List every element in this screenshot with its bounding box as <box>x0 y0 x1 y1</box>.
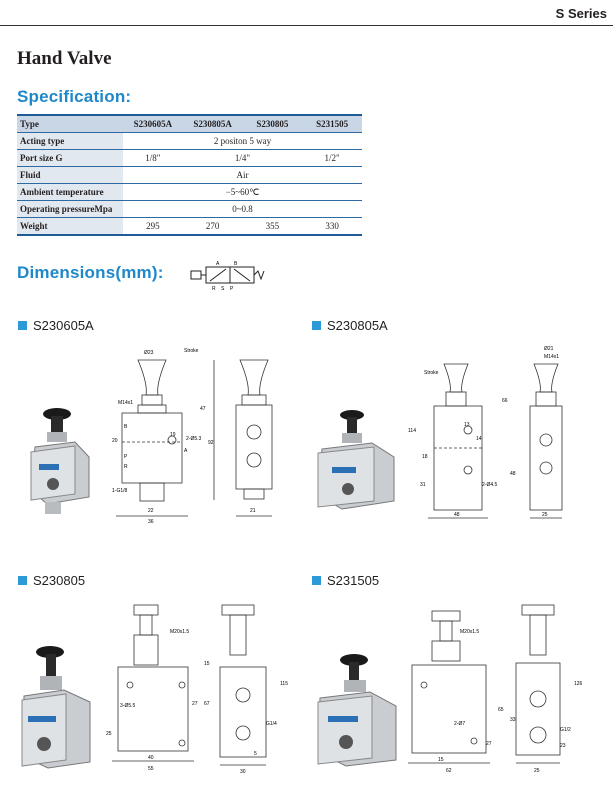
dim-label: 13 <box>464 422 470 428</box>
symbol-label: S <box>221 286 225 292</box>
dim-label: 66 <box>502 398 508 404</box>
dim-label: 115 <box>280 681 288 687</box>
table-cell: −5~60℃ <box>123 184 362 201</box>
table-header-model: S230805A <box>183 115 243 133</box>
dim-label: 5 <box>254 751 257 757</box>
dim-label: M20x1.5 <box>460 629 480 635</box>
table-row <box>17 218 362 236</box>
dim-label: 114 <box>408 428 416 434</box>
dimension-drawing-s230805a <box>398 340 583 525</box>
valve-photo-s231505 <box>312 650 400 770</box>
dim-label: P <box>124 454 128 460</box>
valve-photo-s230805 <box>18 640 98 770</box>
bullet-square-icon <box>18 576 27 585</box>
bullet-square-icon <box>18 321 27 330</box>
table-row <box>17 150 362 167</box>
dim-label: Stroke <box>184 348 199 354</box>
dimension-drawing-s230805 <box>100 595 295 775</box>
dim-label: R <box>124 464 128 470</box>
dim-label: Stroke <box>424 370 439 376</box>
table-row <box>17 201 362 218</box>
row-label: Operating pressureMpa <box>17 201 123 218</box>
dim-label: B <box>124 424 128 430</box>
page-title: Hand Valve <box>17 48 112 69</box>
table-cell: 2 positon 5 way <box>123 133 362 150</box>
dim-label: 62 <box>446 768 452 774</box>
dim-label: 48 <box>454 512 460 518</box>
dim-label: 2-Ø7 <box>454 721 466 727</box>
row-label: Port size G <box>17 150 123 167</box>
dim-label: 30 <box>240 769 246 775</box>
table-header-row <box>17 115 362 133</box>
table-row <box>17 167 362 184</box>
table-cell: 295 <box>123 218 183 236</box>
dim-label: G1/2 <box>560 727 571 733</box>
table-header-model: S230805 <box>243 115 303 133</box>
model-label-s230805 <box>18 573 85 588</box>
dim-label: 25 <box>542 512 548 518</box>
dim-label: 15 <box>204 661 210 667</box>
table-header-model: S231505 <box>302 115 362 133</box>
dim-label: Ø23 <box>144 350 154 356</box>
dim-label: 33 <box>510 717 516 723</box>
row-label: Acting type <box>17 133 123 150</box>
model-name: S231505 <box>327 573 380 588</box>
model-label-s230805a <box>312 318 388 333</box>
row-label: Ambient temperature <box>17 184 123 201</box>
dim-label: 21 <box>250 508 256 514</box>
dimension-drawing-s230605a <box>100 340 295 525</box>
specification-table <box>17 114 362 236</box>
table-cell: 330 <box>302 218 362 236</box>
table-cell: 1/2" <box>302 150 362 167</box>
model-label-s231505 <box>312 573 379 588</box>
dim-label: M14x1 <box>544 354 560 360</box>
dim-label: 14 <box>476 436 482 442</box>
dim-label: 2-Ø4.5 <box>482 482 498 488</box>
dim-label: 47 <box>200 406 206 412</box>
table-cell: 0~0.8 <box>123 201 362 218</box>
dimensions-title: Dimensions(mm): <box>17 263 164 282</box>
dim-label: 1-G1/8 <box>112 488 128 494</box>
specification-title: Specification: <box>17 87 132 106</box>
model-name: S230805A <box>327 318 388 333</box>
dim-label: 25 <box>534 768 540 774</box>
dim-label: 48 <box>510 471 516 477</box>
dim-label: 36 <box>148 519 154 525</box>
dim-label: 27 <box>192 701 198 707</box>
table-header-model: S230605A <box>123 115 183 133</box>
dim-label: 27 <box>486 741 492 747</box>
valve-photo-s230805a <box>312 405 400 515</box>
table-cell: 1/8" <box>123 150 183 167</box>
table-row <box>17 184 362 201</box>
bullet-square-icon <box>312 576 321 585</box>
dim-label: 3-Ø5.5 <box>120 703 136 709</box>
symbol-label: A <box>216 261 220 267</box>
dim-label: M20x1.5 <box>170 629 190 635</box>
dim-label: 25 <box>106 731 112 737</box>
dim-label: 23 <box>560 743 566 749</box>
dim-label: 40 <box>148 755 154 761</box>
model-label-s230605a <box>18 318 94 333</box>
dim-label: 67 <box>204 701 210 707</box>
dim-label: 19 <box>170 432 176 438</box>
dim-label: M14x1 <box>118 400 134 406</box>
model-name: S230805 <box>33 573 86 588</box>
row-label: Weight <box>17 218 123 236</box>
table-cell: 355 <box>243 218 303 236</box>
dim-label: Ø21 <box>544 346 554 352</box>
dim-label: A <box>184 448 188 454</box>
dim-label: 92 <box>208 440 214 446</box>
dim-label: 126 <box>574 681 583 687</box>
dim-label: 55 <box>148 766 154 772</box>
series-header: S Series <box>555 6 607 21</box>
symbol-label: R <box>212 286 216 292</box>
valve-symbol-icon <box>188 260 268 294</box>
row-label: Fluid <box>17 167 123 184</box>
bullet-square-icon <box>312 321 321 330</box>
dim-label: 31 <box>420 482 426 488</box>
dim-label: 20 <box>112 438 118 444</box>
dimension-drawing-s231505 <box>398 595 588 775</box>
valve-photo-s230605a <box>17 402 92 517</box>
model-name: S230605A <box>33 318 94 333</box>
table-cell: 270 <box>183 218 243 236</box>
dim-label: 22 <box>148 508 154 514</box>
table-row <box>17 133 362 150</box>
header-rule <box>0 25 613 26</box>
table-header-type: Type <box>17 115 123 133</box>
dim-label: G1/4 <box>266 721 277 727</box>
table-cell: 1/4" <box>183 150 303 167</box>
dim-label: 18 <box>422 454 428 460</box>
dim-label: 2-Ø5.3 <box>186 436 202 442</box>
dim-label: 15 <box>438 757 444 763</box>
dim-label: 65 <box>498 707 504 713</box>
symbol-label: B <box>234 261 238 267</box>
symbol-label: P <box>230 286 234 292</box>
table-cell: Air <box>123 167 362 184</box>
